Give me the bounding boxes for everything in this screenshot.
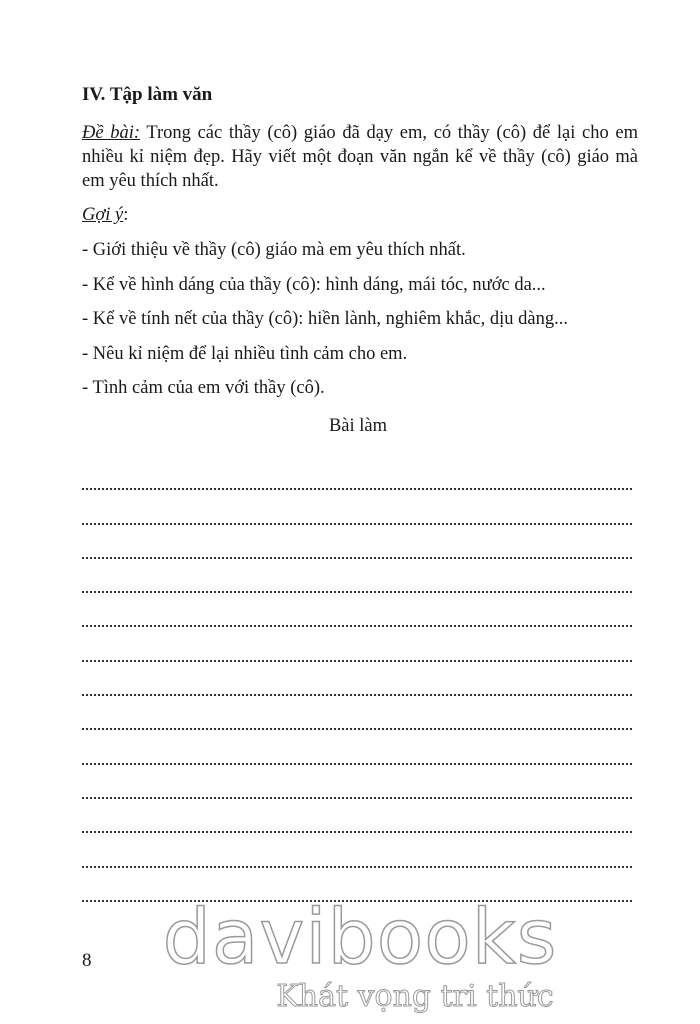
answer-line[interactable] [82,627,632,661]
answer-line[interactable] [82,833,632,867]
hint-item: - Tình cảm của em với thầy (cô). [82,378,325,398]
prompt-label: Đề bài: [82,123,141,143]
hint-label: Gợi ý [82,205,124,225]
answer-line[interactable] [82,765,632,799]
section-title: IV. Tập làm văn [82,84,213,105]
answer-line[interactable] [82,456,632,490]
watermark-brand: davibooks [162,892,558,981]
answer-line[interactable] [82,662,632,696]
answer-line[interactable] [82,525,632,559]
hint-item: - Kể về tính nết của thầy (cô): hiền lành, nghiêm khắc, dịu dàng... [82,309,568,329]
answer-line[interactable] [82,730,632,764]
answer-heading: Bài làm [328,416,388,436]
answer-line[interactable] [82,696,632,730]
hint-item: - Giới thiệu về thầy (cô) giáo mà em yêu thích nhất. [82,240,466,260]
hint-item: - Kể về hình dáng của thầy (cô): hình dáng, mái tóc, nước da... [82,274,546,295]
writing-prompt [82,121,638,193]
answer-line[interactable] [82,593,632,627]
prompt-text: Trong các thầy (cô) giáo đã dạy em, có thầy (cô) để lại cho em nhiều kỉ niệm đẹp. Hãy viết một đoạn văn ngắn kể về thầy (cô) giáo mà em yêu thích nhất. [82,123,638,191]
answer-line[interactable] [82,799,632,833]
hint-item: - Nêu kỉ niệm để lại nhiều tình cảm cho em. [82,343,408,364]
hint-list [82,239,568,412]
answer-writing-area[interactable] [82,456,632,902]
answer-line[interactable] [82,868,632,902]
watermark [150,892,570,1015]
hint-colon: : [123,205,129,225]
watermark-slogan: Khát vọng tri thức [276,979,554,1014]
answer-line[interactable] [82,559,632,593]
page-number: 8 [82,950,92,971]
hint-heading [82,205,128,226]
answer-line[interactable] [82,490,632,524]
